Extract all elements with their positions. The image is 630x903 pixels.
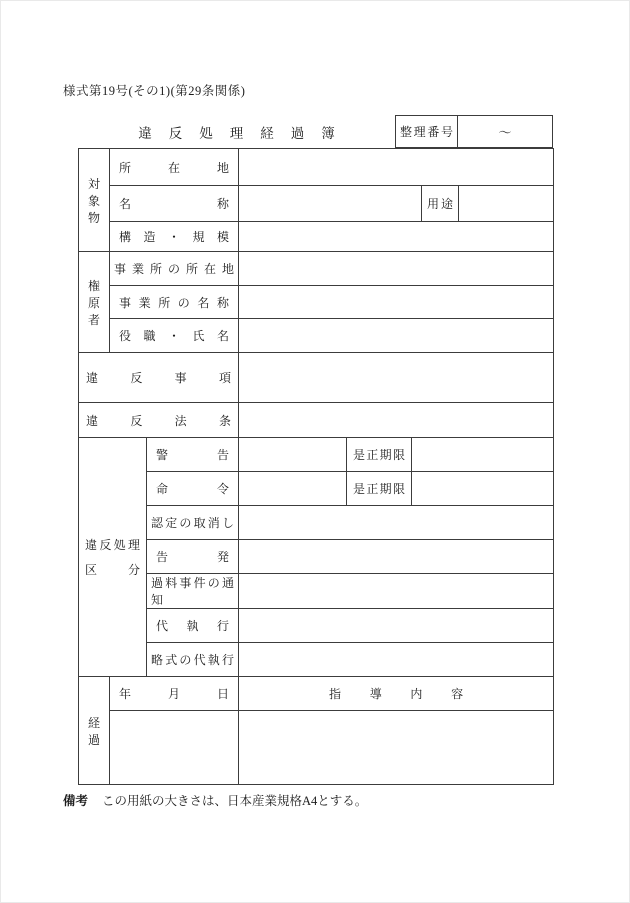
- field-order-value: [239, 472, 347, 506]
- form-number: 様式第19号(その1)(第29条関係): [63, 84, 246, 98]
- label-violation-law: 違反法条: [79, 403, 239, 438]
- reference-number-label: 整理番号: [396, 116, 458, 147]
- reference-number-box: [395, 115, 553, 148]
- reference-number-value: 〜: [498, 125, 512, 140]
- label-location: 所在地: [110, 149, 239, 186]
- field-violation-item-value: [239, 353, 554, 403]
- label-structure-scale: 構造・規模: [110, 222, 239, 252]
- header-date: 年月日: [110, 677, 239, 711]
- label-accusation: 告発: [147, 540, 239, 574]
- title-row: [78, 115, 553, 148]
- label-revocation: 認定の取消し: [147, 506, 239, 540]
- field-warning-value: [239, 438, 347, 472]
- section-label-disposition-category: 違反処理 区分: [79, 438, 147, 677]
- label-execution: 代執行: [147, 609, 239, 643]
- field-summary-execution-value: [239, 643, 554, 677]
- violation-record-table: [78, 148, 554, 785]
- label-fine-notice: 過料事件の通知: [147, 574, 239, 609]
- field-office-name-value: [239, 286, 554, 319]
- label-office-name: 事業所の名称: [110, 286, 239, 319]
- page-title: 違 反 処 理 経 過 簿: [138, 125, 335, 141]
- label-office-location: 事業所の所在地: [110, 252, 239, 286]
- field-progress-guidance: [239, 711, 554, 785]
- section-label-progress: 経 過: [79, 677, 110, 785]
- label-position-name: 役職・氏名: [110, 319, 239, 353]
- remarks: [63, 791, 367, 809]
- field-name-value: [239, 186, 422, 222]
- field-order-deadline-value: [412, 472, 554, 506]
- label-violation-item: 違反事項: [79, 353, 239, 403]
- label-order: 命令: [147, 472, 239, 506]
- field-warning-deadline-value: [412, 438, 554, 472]
- section-label-authority-holder: 権 原 者: [79, 252, 110, 353]
- label-name: 名称: [110, 186, 239, 222]
- header-guidance-content: 指導内容: [239, 677, 554, 711]
- field-violation-law-value: [239, 403, 554, 438]
- section-label-target-object: 対 象 物: [79, 149, 110, 252]
- field-location-value: [239, 149, 554, 186]
- remarks-text: この用紙の大きさは、日本産業規格A4とする。: [102, 794, 368, 808]
- label-correction-deadline-order: 是正期限: [347, 472, 412, 506]
- field-revocation-value: [239, 506, 554, 540]
- label-use: 用途: [422, 186, 459, 222]
- field-office-location-value: [239, 252, 554, 286]
- field-accusation-value: [239, 540, 554, 574]
- field-progress-date: [110, 711, 239, 785]
- field-use-value: [459, 186, 554, 222]
- remarks-label: 備考: [63, 794, 89, 808]
- field-fine-notice-value: [239, 574, 554, 609]
- field-execution-value: [239, 609, 554, 643]
- field-structure-value: [239, 222, 554, 252]
- label-warning: 警告: [147, 438, 239, 472]
- label-summary-execution: 略式の代執行: [147, 643, 239, 677]
- field-position-name-value: [239, 319, 554, 353]
- label-correction-deadline-warning: 是正期限: [347, 438, 412, 472]
